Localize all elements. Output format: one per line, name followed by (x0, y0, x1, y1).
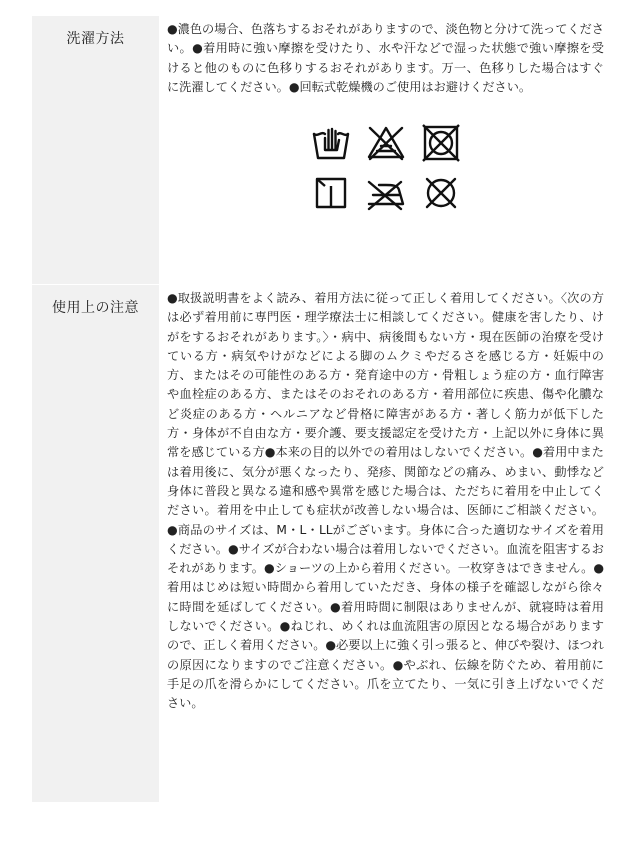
care-symbols (311, 124, 461, 212)
no-dry-clean-icon (421, 174, 461, 212)
no-tumble-dry-icon (421, 124, 461, 162)
washing-row (32, 16, 610, 285)
care-row (32, 285, 610, 803)
washing-body (159, 16, 610, 284)
washing-label: 洗濯方法 (32, 16, 159, 284)
care-symbols-row-2 (311, 174, 461, 212)
care-label: 使用上の注意 (32, 285, 159, 802)
product-info-table (32, 16, 610, 803)
care-symbols-row-1 (311, 124, 461, 162)
hand-wash-icon (311, 124, 351, 162)
no-bleach-icon (366, 124, 406, 162)
care-text: ●取扱説明書をよく読み、着用方法に従って正しく着用してください。〈次の方は必ず着用前に専門医・理学療法士に相談してください。健康を害したり、けがをするおそれがあります。〉・病中、病後間もない方・現在医師の治療を受けている方・病気やけがなどによる脚のムクミやだるさを感じる方・妊娠中の方、またはその可能性のある方・発育途中の方・骨粗しょう症の方・血行障害や血栓症のある方、またはそのおそれのある方・着用部位に疾患、傷や化膿など炎症のある方・ヘルニアなど骨格に障害がある方・著しく筋力が低下した方・身体が不自由な方・要介護、要支援認定を受けた方・上記以外に身体に異常を感じている方●本来の目的以外での着用はしないでください。●着用中または着用後に、気分が悪くなったり、発疹、関節などの痛み、めまい、動悸など身体に普段と異なる違和感や異常を感じた場合は、ただちに着用を中止してください。着用を中止しても症状が改善しない場合は、医師にご相談ください。●商品のサイズは、M・L・LLがございます。身体に合った適切なサイズを着用ください。●サイズが合わない場合は着用しないでください。血流を阻害するおそれがあります。●ショーツの上から着用ください。一枚穿きはできません。●着用はじめは短い時間から着用していただき、身体の様子を確認しながら徐々に時間を延ばしてください。●着用時間に制限はありませんが、就寝時は着用しないでください。●ねじれ、めくれは血流阻害の原因となる場合がありますので、正しく着用ください。●必要以上に強く引っ張ると、伸びや裂け、ほつれの原因になりますのでご注意ください。●やぶれ、伝線を防ぐため、着用前に手足の爪を滑らかにしてください。爪を立てたり、一気に引き上げないでください。 (167, 291, 604, 711)
line-dry-icon (311, 174, 351, 212)
no-iron-icon (366, 174, 406, 212)
washing-text: ●濃色の場合、色落ちするおそれがありますので、淡色物と分けて洗ってください。●着用時に強い摩擦を受けたり、水や汗などで湿った状態で強い摩擦を受けると他のものに色移りするおそれがあります。万一、色移りした場合はすぐに洗濯してください。●回転式乾燥機のご使用はお避けください。 (167, 22, 604, 94)
